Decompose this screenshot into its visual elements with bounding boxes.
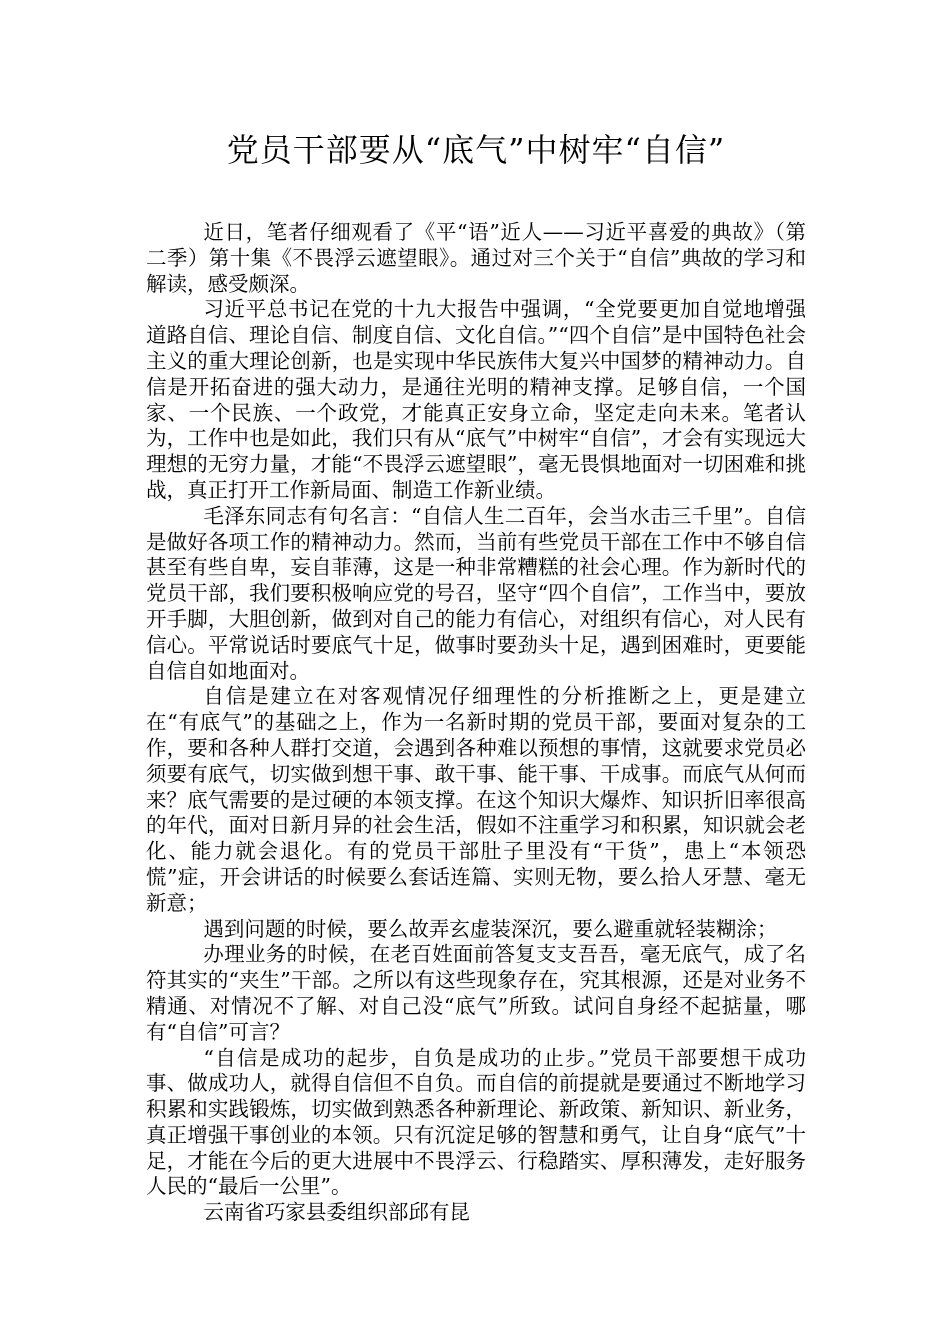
paragraph-5: 遇到问题的时候，要么故弄玄虚装深沉，要么避重就轻装糊涂； [203, 916, 778, 941]
paragraph-6: 办理业务的时候，在老百姓面前答复支支吾吾，毫无底气，成了名符其实的“夹生”干部。之所以有这些现象存在，究其根源，还是对业务不精通、对情况不了解、对自己没“底气”所致。试问自身经不起掂量，哪有“自信”可言？ [146, 942, 806, 1044]
document-page [146, 128, 806, 1226]
paragraph-3: 毛泽东同志有句名言：“自信人生二百年，会当水击三千里”。自信是做好各项工作的精神动力。然而，当前有些党员干部在工作中不够自信甚至有些自卑，妄自菲薄，这是一种非常糟糕的社会心理。作为新时代的党员干部，我们要积极响应党的号召，坚守“四个自信”，工作当中，要放开手脚，大胆创新，做到对自己的能力有信心，对组织有信心，对人民有信心。平常说话时要底气十足，做事时要劲头十足，遇到困难时，更要能自信自如地面对。 [146, 503, 806, 683]
paragraph-7: “自信是成功的起步，自负是成功的止步。”党员干部要想干成功事、做成功人，就得自信但不自负。而自信的前提就是要通过不断地学习积累和实践锻炼，切实做到熟悉各种新理论、新政策、新知识、新业务，真正增强干事创业的本领。只有沉淀足够的智慧和勇气，让自身“底气”十足，才能在今后的更大进展中不畏浮云、行稳踏实、厚积薄发，走好服务人民的“最后一公里”。 [146, 1045, 806, 1199]
paragraph-1: 近日，笔者仔细观看了《平“语”近人——习近平喜爱的典故》（第二季）第十集《不畏浮云遮望眼》。通过对三个关于“自信”典故的学习和解读，感受颇深。 [146, 220, 806, 296]
document-body [146, 220, 806, 1226]
document-title: 党员干部要从“底气”中树牢“自信” [226, 131, 726, 169]
paragraph-4: 自信是建立在对客观情况仔细理性的分析推断之上，更是建立在“有底气”的基础之上，作为一名新时期的党员干部，要面对复杂的工作，要和各种人群打交道，会遇到各种难以预想的事情，这就要求党员必须要有底气，切实做到想干事、敢干事、能干事、干成事。而底气从何而来？底气需要的是过硬的本领支撑。在这个知识大爆炸、知识折旧率很高的年代，面对日新月异的社会生活，假如不注重学习和积累，知识就会老化、能力就会退化。有的党员干部肚子里没有“干货”，患上“本领恐慌”症，开会讲话的时候要么套话连篇、实则无物，要么拾人牙慧、毫无新意； [146, 684, 806, 915]
paragraph-2: 习近平总书记在党的十九大报告中强调，“全党要更加自觉地增强道路自信、理论自信、制度自信、文化自信。”“四个自信”是中国特色社会主义的重大理论创新，也是实现中华民族伟大复兴中国梦的精神动力。自信是开拓奋进的强大动力，是通往光明的精神支撑。足够自信，一个国家、一个民族、一个政党，才能真正安身立命，坚定走向未来。笔者认为，工作中也是如此，我们只有从“底气”中树牢“自信”，才会有实现远大理想的无穷力量，才能“不畏浮云遮望眼”，毫无畏惧地面对一切困难和挑战，真正打开工作新局面、制造工作新业绩。 [146, 297, 806, 502]
author-signature: 云南省巧家县委组织部邱有昆 [203, 1200, 470, 1225]
